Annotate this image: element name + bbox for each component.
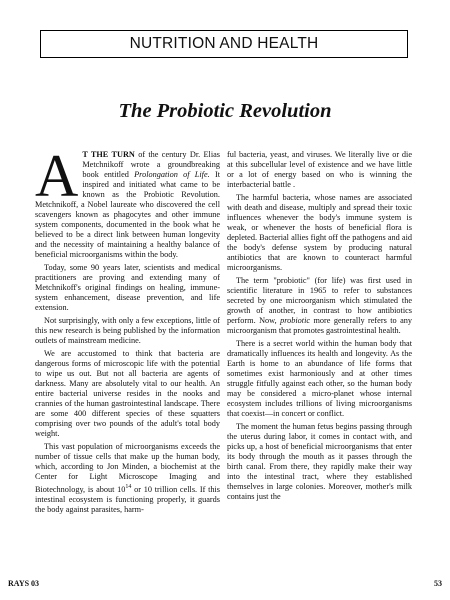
article-title: The Probiotic Revolution <box>118 100 332 122</box>
book-title: Prolongation of Life. <box>134 170 210 179</box>
emphasis-word: probiotic <box>280 316 311 325</box>
left-column <box>35 143 220 518</box>
lead-in: T THE TURN <box>82 150 135 159</box>
paragraph <box>35 143 220 260</box>
paragraph: Not surprisingly, with only a few exceptions, little of this new research is being published by the information outlets of mainstream medicine. <box>35 316 220 345</box>
section-header-box <box>40 30 408 58</box>
paragraph: The moment the human fetus begins passing through the uterus during labor, it comes in contact with, and picks up, a host of beneficial microorganisms that enter its body through the mouth as it passes through the birth canal. From there, they rapidly make their way into the intestinal tract, where they established themselves in large colonies. Moreover, mother's milk contains just the <box>227 422 412 501</box>
exponent: 14 <box>125 484 132 490</box>
section-header: NUTRITION AND HEALTH <box>129 35 319 52</box>
paragraph-text: more generally refers to any microorganism that promotes gastrointestinal health. <box>227 316 413 335</box>
paragraph <box>227 276 412 336</box>
paragraph: We are accustomed to think that bacteria are dangerous forms of microscopic life with the potential to wipe us out. But not all bacteria are agents of darkness. Many are absolutely vital to our health. An entire bacterial universe resides in the nooks and crannies of the human gastrointestinal landscape. There are some 400 different species of these squatters comprising over two pounds of the adult's total body weight. <box>35 349 220 438</box>
drop-cap: A <box>35 143 79 209</box>
paragraph-text: The term "probiotic" (for life) was first used in scientific literature in 1965 to refer to substances secreted by one microorganism which stimulated the growth of another, in contrast to how antibiotics perform. Now, <box>227 276 412 325</box>
footer-publication: RAYS 03 <box>8 579 40 588</box>
paragraph: ful bacteria, yeast, and viruses. We literally live or die at this subcellular level of existence and we have little or a lot of energy based on who is winning the interbacterial battle . <box>227 150 412 189</box>
paragraph: Today, some 90 years later, scientists and medical practitioners are proving and extending many of Metchnikoff's original findings on healing, immune-system enhancement, disease prevention, and life extension. <box>35 263 220 312</box>
paragraph: There is a secret world within the human body that dramatically influences its health and longevity. As the Earth is home to an abundance of life forms that sometimes exist harmoniously and at other times struggle fitfully against each other, so the human body may be considered a micro-planet whose internal ecosystem includes trillions of living microorganisms that coexist—in concert or conflict. <box>227 339 412 418</box>
paragraph <box>35 442 220 515</box>
paragraph-text: of the century Dr. Elias Metchnikoff wrote a groundbreaking book entitled <box>82 150 220 179</box>
paragraph-text: It inspired and initiated what came to be known as the Probiotic Revolution. Metchnikoff, a Nobel laureate who discovered the cell scavengers known as phagocytes and other immune system components, documented in the book what he believed to be a direct link between human longevity and the necessity of maintaining a healthy balance of beneficial microorganisms within the body. <box>35 170 220 259</box>
paragraph-text: This vast population of microorganisms exceeds the number of tissue cells that make up the human body, which, according to Jon Minden, a biochemist at the Center for Light Microscope Imaging and Biotechnology, is about 10 <box>35 442 220 494</box>
paragraph: The harmful bacteria, whose names are associated with death and disease, multiply and spread their toxic influences whenever the body's immune system is weak, or whenever the hosts of beneficial flora is depleted. Bacterial allies fight off the pathogens and aid the body's defense system by producing natural antibiotics that are known to counteract harmful microorganisms. <box>227 193 412 272</box>
footer-page-number: 53 <box>434 579 442 588</box>
right-column <box>227 150 412 505</box>
paragraph-text: or 10 trillion cells. If this intestinal ecosystem is functioning properly, it guards the body against parasites, harm- <box>35 484 220 514</box>
